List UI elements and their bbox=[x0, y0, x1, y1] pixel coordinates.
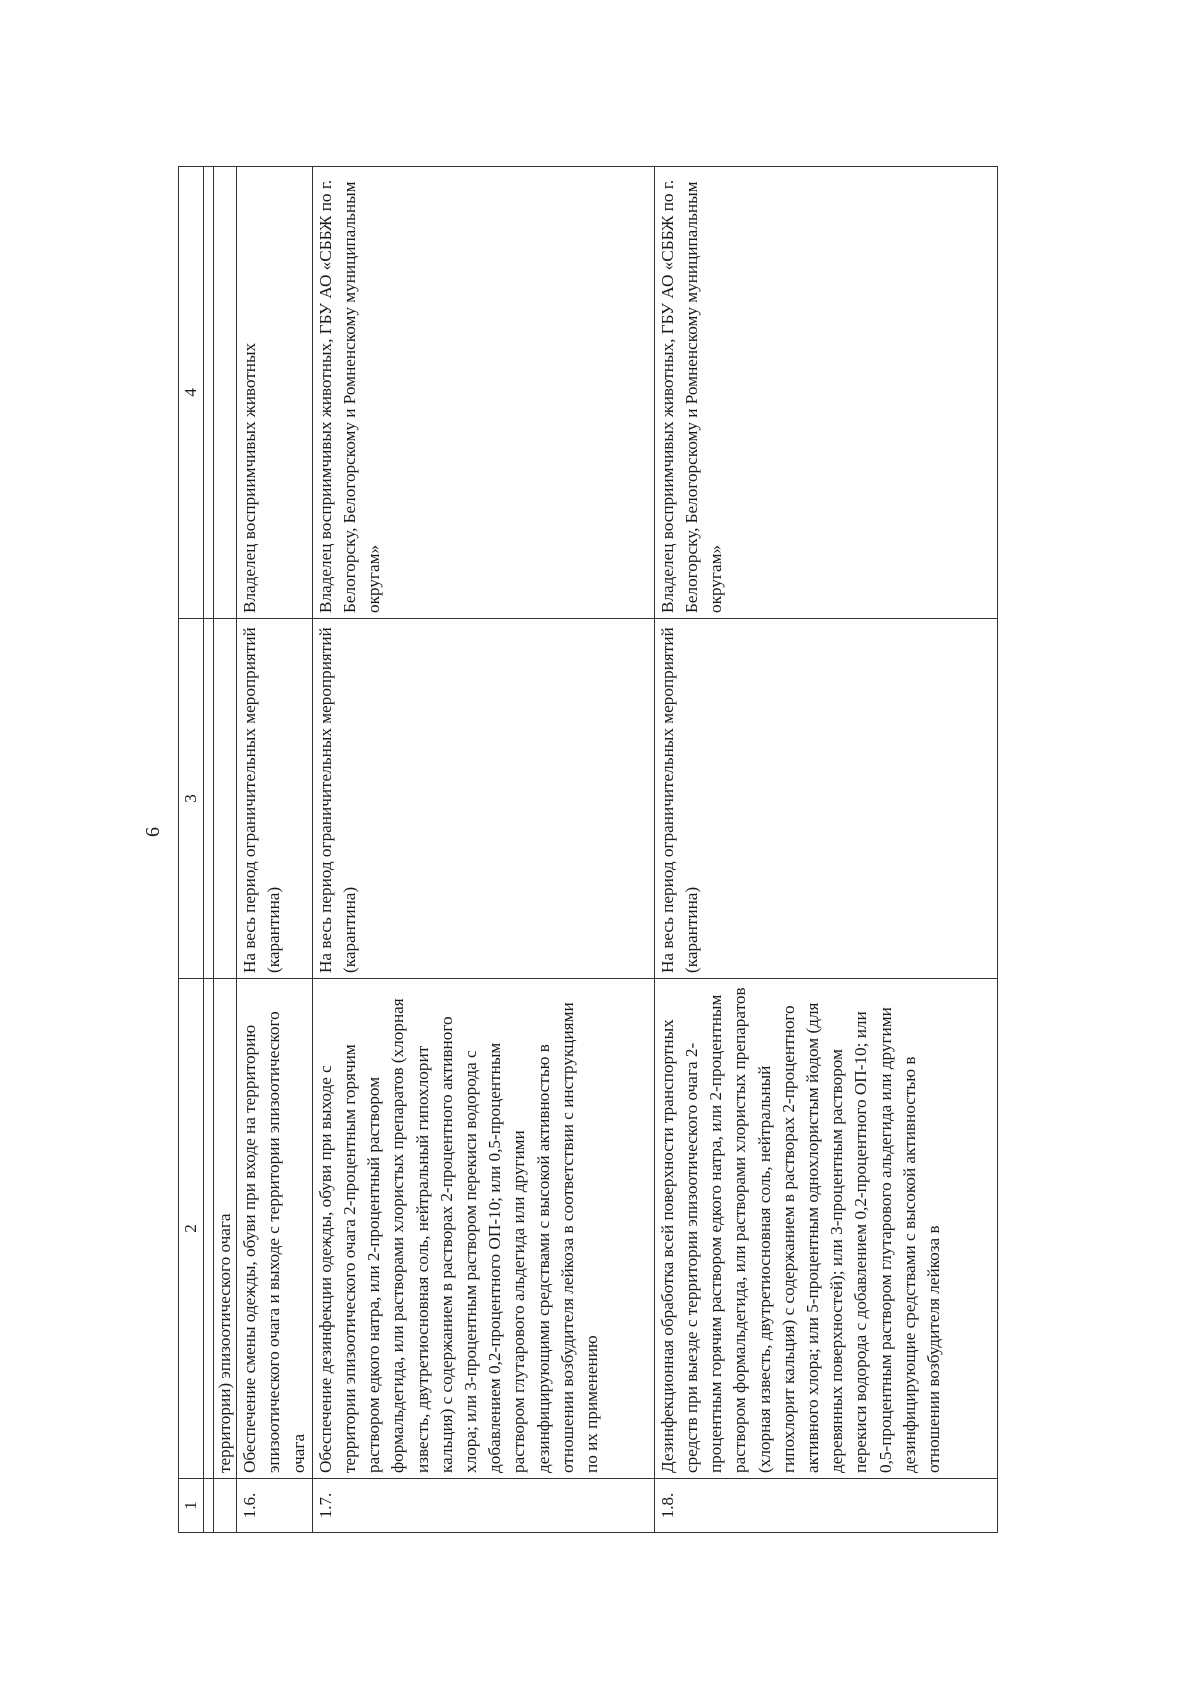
continuation-text: территории) эпизоотического очага bbox=[214, 979, 237, 1479]
row-number: 1.8. bbox=[654, 1479, 997, 1533]
table-row bbox=[312, 167, 654, 1533]
term-cell: На весь период ограничительных мероприятий (карантина) bbox=[312, 619, 654, 979]
header-col-2: 2 bbox=[179, 979, 204, 1479]
responsible-cell: Владелец восприимчивых животных bbox=[237, 167, 313, 619]
header-col-3: 3 bbox=[179, 619, 204, 979]
term-cell: На весь период ограничительных мероприятий (карантина) bbox=[654, 619, 997, 979]
header-col-4: 4 bbox=[179, 167, 204, 619]
responsible-cell: Владелец восприимчивых животных, ГБУ АО «СББЖ по г. Белогорску, Белогорскому и Ромненскому муниципальным округам» bbox=[312, 167, 654, 619]
row-number: 1.6. bbox=[237, 1479, 313, 1533]
table-row bbox=[654, 167, 997, 1533]
term-cell: На весь период ограничительных мероприятий (карантина) bbox=[237, 619, 313, 979]
measure-cell: Обеспечение смены одежды, обуви при входе на территорию эпизоотического очага и выходе с территории эпизоотического очага bbox=[237, 979, 313, 1479]
table-row-continuation bbox=[214, 167, 237, 1533]
page-number: 6 bbox=[142, 827, 164, 837]
row-number: 1.7. bbox=[312, 1479, 654, 1533]
table-header-row bbox=[179, 167, 204, 1533]
table-spacer-row bbox=[204, 167, 214, 1533]
measures-table bbox=[178, 166, 998, 1533]
rotated-page-content bbox=[178, 167, 1064, 1533]
responsible-cell: Владелец восприимчивых животных, ГБУ АО «СББЖ по г. Белогорску, Белогорскому и Ромненскому муниципальным округам» bbox=[654, 167, 997, 619]
measure-cell: Обеспечение дезинфекции одежды, обуви при выходе с территории эпизоотического очага 2-процентным горячим раствором едкого натра, или 2-процентный раствором формальдегида, или растворами хлористых препаратов (хлорная известь, двутретиосновная соль, нейтральный гипохлорит кальция) с содержанием в растворах 2-процентного активного хлора; или 3-процентным раствором перекиси водорода с добавлением 0,2-процентного ОП-10; или 0,5-процентным раствором глутарового альдегида или другими дезинфицирующими средствами с высокой активностью в отношении возбудителя лейкоза в соответствии с инструкциями по их применению bbox=[312, 979, 654, 1479]
measure-cell: Дезинфекционная обработка всей поверхности транспортных средств при выезде с территории эпизоотического очага 2-процентным горячим раствором едкого натра, или 2-процентным раствором формальдегида, или растворами хлористых препаратов (хлорная известь, двутретиосновная соль, нейтральный гипохлорит кальция) с содержанием в растворах 2-процентного активного хлора; или 5-процентным однохлористым йодом (для деревянных поверхностей); или 3-процентным раствором перекиси водорода с добавлением 0,2-процентного ОП-10; или 0,5-процентным раствором глутарового альдегида или другими дезинфицирующие средствами с высокой активностью в отношении возбудителя лейкоза в bbox=[654, 979, 997, 1479]
header-col-1: 1 bbox=[179, 1479, 204, 1533]
table-row bbox=[237, 167, 313, 1533]
